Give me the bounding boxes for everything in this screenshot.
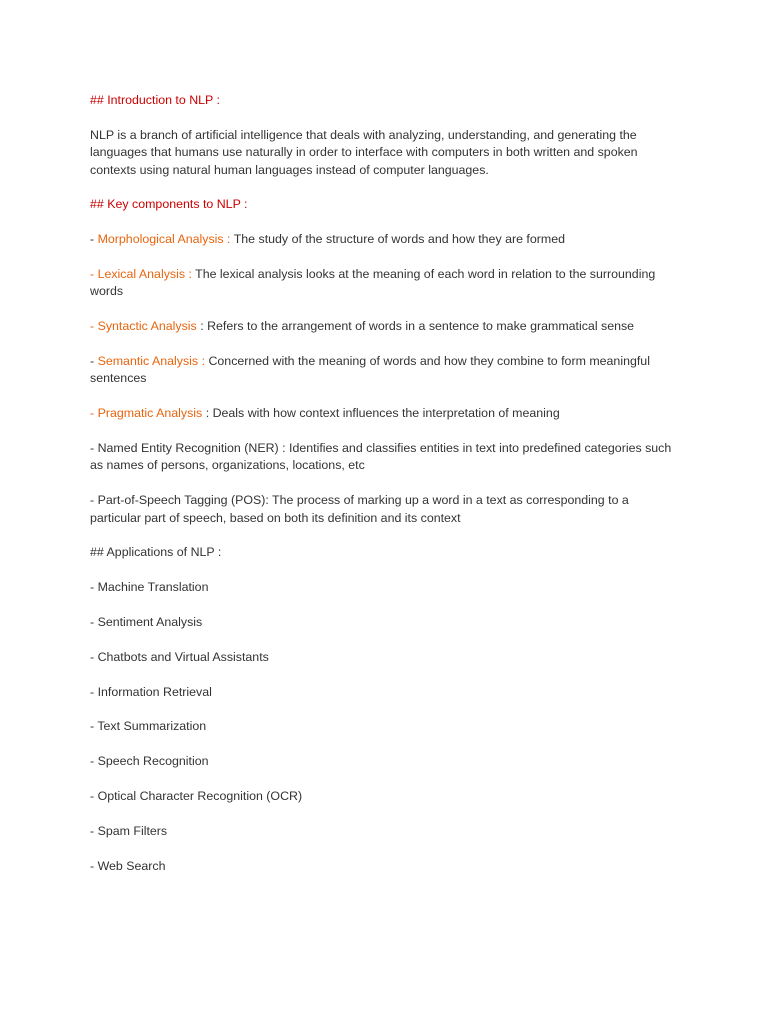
component-desc: : Deals with how context influences the interpretation of meaning	[202, 406, 560, 421]
component-term: - Lexical Analysis :	[90, 267, 192, 281]
application-item: - Web Search	[90, 858, 166, 873]
component-desc: The lexical analysis looks at the meaning of each word in relation to the surrounding words	[90, 267, 656, 299]
application-item: - Sentiment Analysis	[90, 615, 203, 629]
application-item: - Optical Character Recognition (OCR)	[90, 788, 303, 803]
applications-heading: ## Applications of NLP :	[90, 545, 222, 560]
component-term: Morphological Analysis :	[97, 232, 231, 247]
component-desc: Concerned with the meaning of words and how they combine to form meaningful sentences	[90, 354, 650, 386]
intro-heading: ## Introduction to NLP :	[90, 93, 220, 107]
document-page	[90, 92, 680, 892]
components-heading: ## Key components to NLP :	[90, 197, 248, 212]
component-syntactic	[90, 318, 680, 335]
application-item: - Spam Filters	[90, 823, 168, 838]
component-desc: The study of the structure of words and how they are formed	[230, 232, 565, 247]
application-item: - Speech Recognition	[90, 754, 209, 769]
component-morphological	[90, 231, 680, 248]
application-item: - Text Summarization	[90, 719, 207, 734]
application-item: - Chatbots and Virtual Assistants	[90, 649, 269, 664]
component-prefix: -	[90, 354, 98, 368]
component-ner: - Named Entity Recognition (NER) : Identifies and classifies entities in text into predefined categories such as names of persons, organizations, locations, etc	[90, 441, 672, 473]
intro-body: NLP is a branch of artificial intelligence that deals with analyzing, understanding, and generating the languages that humans use naturally in order to interface with computers in both written and spoken contexts using natural human languages instead of computer languages.	[90, 127, 638, 177]
application-item: - Machine Translation	[90, 580, 209, 595]
component-desc: : Refers to the arrangement of words in a sentence to make grammatical sense	[196, 319, 635, 334]
component-term: - Pragmatic Analysis	[90, 406, 203, 421]
component-term: Semantic Analysis :	[97, 354, 206, 368]
component-lexical	[90, 266, 680, 301]
component-semantic	[90, 353, 680, 388]
component-pragmatic	[90, 405, 680, 422]
component-term: - Syntactic Analysis	[90, 319, 197, 334]
application-item: - Information Retrieval	[90, 684, 212, 699]
component-prefix: -	[90, 232, 98, 247]
component-pos: - Part-of-Speech Tagging (POS): The process of marking up a word in a text as corresponding to a particular part of speech, based on both its definition and its context	[90, 493, 629, 525]
